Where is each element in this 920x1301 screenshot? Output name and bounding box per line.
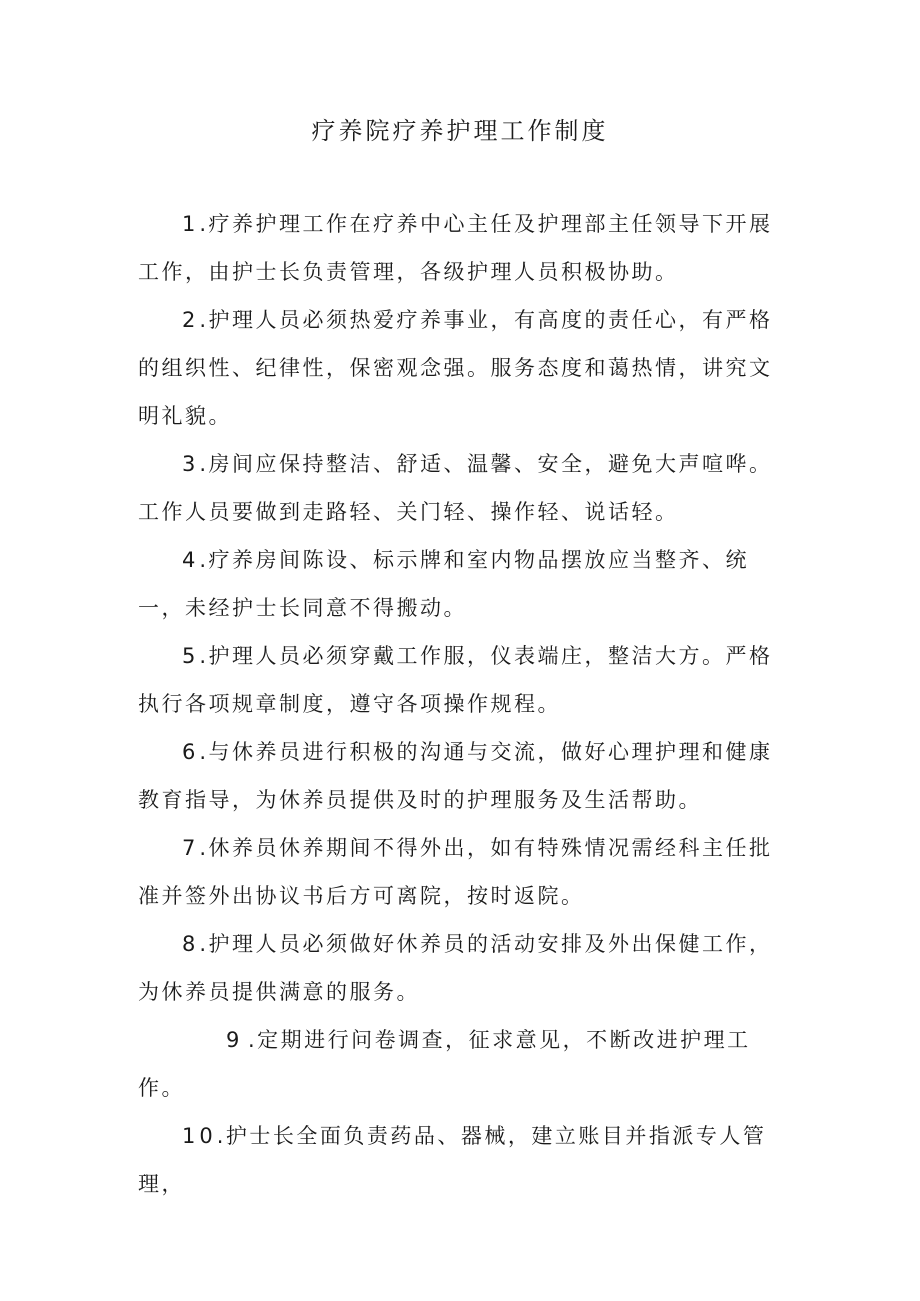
clause-number: 4	[182, 548, 200, 572]
clause-8	[138, 920, 793, 1016]
clause-number: 1	[182, 212, 200, 236]
clause-text: .定期进行问卷调查，征求意见，不断改进护理工作。	[138, 1028, 751, 1100]
clause-text: .与休养员进行积极的沟通与交流，做好心理护理和健康教育指导，为休养员提供及时的护理服务及生活帮助。	[138, 740, 773, 812]
clause-text: .休养员休养期间不得外出，如有特殊情况需经科主任批准并签外出协议书后方可离院，按时返院。	[138, 836, 773, 908]
clause-text: .房间应保持整洁、舒适、温馨、安全，避免大声喧哗。工作人员要做到走路轻、关门轻、操作轻、说话轻。	[138, 452, 773, 524]
clause-5	[138, 632, 793, 728]
clause-10	[138, 1112, 793, 1208]
clause-number: 6	[182, 740, 200, 764]
clause-4	[138, 536, 793, 632]
clause-1	[138, 200, 793, 296]
clause-text: .疗养护理工作在疗养中心主任及护理部主任领导下开展工作，由护士长负责管理，各级护理人员积极协助。	[138, 212, 773, 284]
clause-number: 2	[182, 308, 200, 332]
clause-text: .护理人员必须热爱疗养事业，有高度的责任心，有严格的组织性、纪律性，保密观念强。服务态度和蔼热情，讲究文明礼貌。	[138, 308, 773, 428]
clause-2	[138, 296, 793, 440]
clause-7	[138, 824, 793, 920]
clause-6	[138, 728, 793, 824]
clause-3	[138, 440, 793, 536]
clause-text: .护理人员必须做好休养员的活动安排及外出保健工作，为休养员提供满意的服务。	[138, 932, 773, 1004]
clause-9	[138, 1016, 793, 1112]
clause-text: .护士长全面负责药品、器械，建立账目并指派专人管理，	[138, 1124, 767, 1196]
document-title: 疗养院疗养护理工作制度	[311, 117, 609, 145]
clause-number: 8	[182, 932, 200, 956]
clause-text: .护理人员必须穿戴工作服，仪表端庄，整洁大方。严格执行各项规章制度，遵守各项操作规程。	[138, 644, 773, 716]
document-body	[138, 200, 793, 1208]
clause-number: 7	[182, 836, 200, 860]
clause-number: 9	[226, 1028, 240, 1052]
clause-number: 3	[182, 452, 200, 476]
clause-number: 10	[182, 1124, 217, 1148]
clause-text: .疗养房间陈设、标示牌和室内物品摆放应当整齐、统一，未经护士长同意不得搬动。	[138, 548, 750, 620]
clause-number: 5	[182, 644, 200, 668]
